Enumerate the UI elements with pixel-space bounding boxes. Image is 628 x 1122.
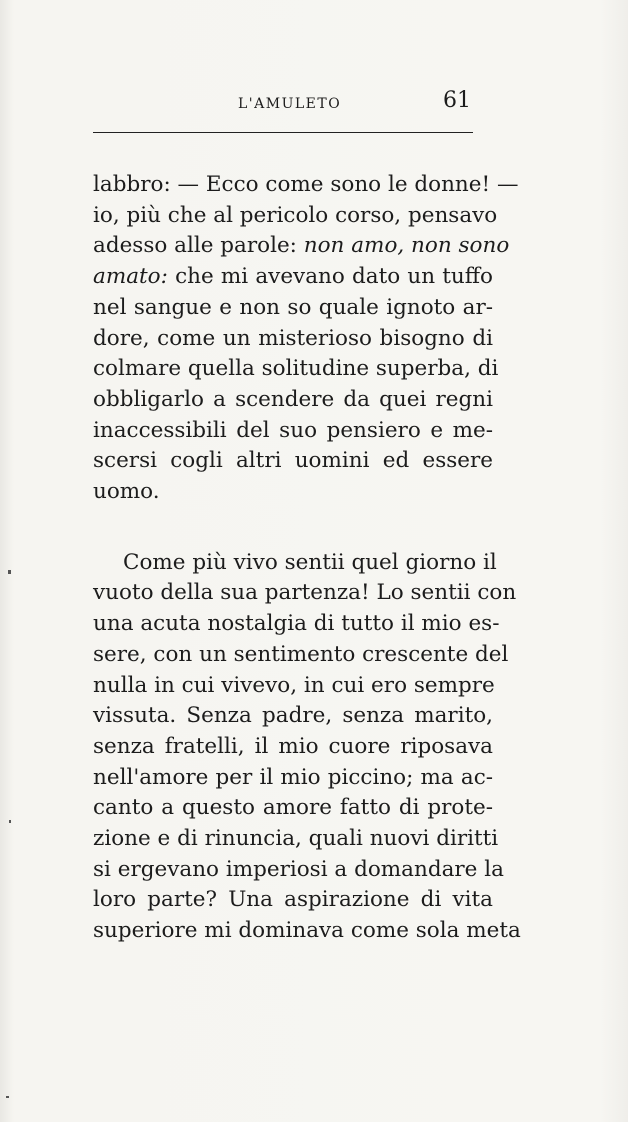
body-text: [93, 170, 521, 947]
text-line: labbro: — Ecco come sono le donne! —: [93, 172, 519, 197]
text-line: sere, con un sentimento crescente del: [93, 641, 509, 667]
italic-quote: non amo, non sono: [303, 233, 510, 259]
text-line: colmare quella solitudine superba, di: [93, 356, 499, 382]
scan-speck: [8, 570, 11, 574]
text-line: zione e di rinuncia, quali nuovi diritti: [93, 826, 499, 852]
text-segment: adesso alle parole:: [93, 233, 304, 259]
text-line: obbligarlo a scendere da quei regni: [93, 386, 493, 412]
header-rule: [93, 132, 473, 133]
text-line: [93, 262, 493, 293]
text-segment: che mi avevano dato un tuffo: [167, 264, 493, 290]
text-line: loro parte? Una aspirazione di vita: [93, 887, 493, 913]
text-line: scersi cogli altri uomini ed essere: [93, 448, 493, 474]
text-line: vissuta. Senza padre, senza marito,: [93, 703, 493, 729]
text-line: dore, come un misterioso bisogno di: [93, 325, 493, 351]
scan-speck: [6, 1096, 9, 1098]
text-line: io, più che al pericolo corso, pensavo: [93, 202, 498, 228]
text-line: senza fratelli, il mio cuore riposava: [93, 733, 493, 759]
text-line: Come più vivo sentii quel giorno il: [123, 549, 497, 575]
text-line: nel sangue e non so quale ignoto ar-: [93, 294, 493, 320]
text-line: una acuta nostalgia di tutto il mio es-: [93, 611, 500, 637]
text-line: [93, 231, 510, 262]
scan-speck: [9, 820, 11, 823]
text-line: inaccessibili del suo pensiero e me-: [93, 417, 493, 443]
text-line: nell'amore per il mio piccino; ma ac-: [93, 764, 493, 790]
text-line: canto a questo amore fatto di prote-: [93, 795, 493, 821]
text-line: si ergevano imperiosi a domandare la: [93, 856, 504, 882]
italic-quote: amato:: [93, 264, 168, 290]
text-line: nulla in cui vivevo, in cui ero sempre: [93, 672, 495, 698]
page-number: 61: [443, 88, 471, 113]
running-title: L'AMULETO: [238, 96, 342, 112]
text-line: vuoto della sua partenza! Lo sentii con: [93, 580, 517, 606]
text-line: uomo.: [93, 479, 160, 505]
paragraph-gap: [93, 508, 493, 548]
text-line: superiore mi dominava come sola meta: [93, 918, 521, 944]
running-head: [93, 88, 485, 124]
